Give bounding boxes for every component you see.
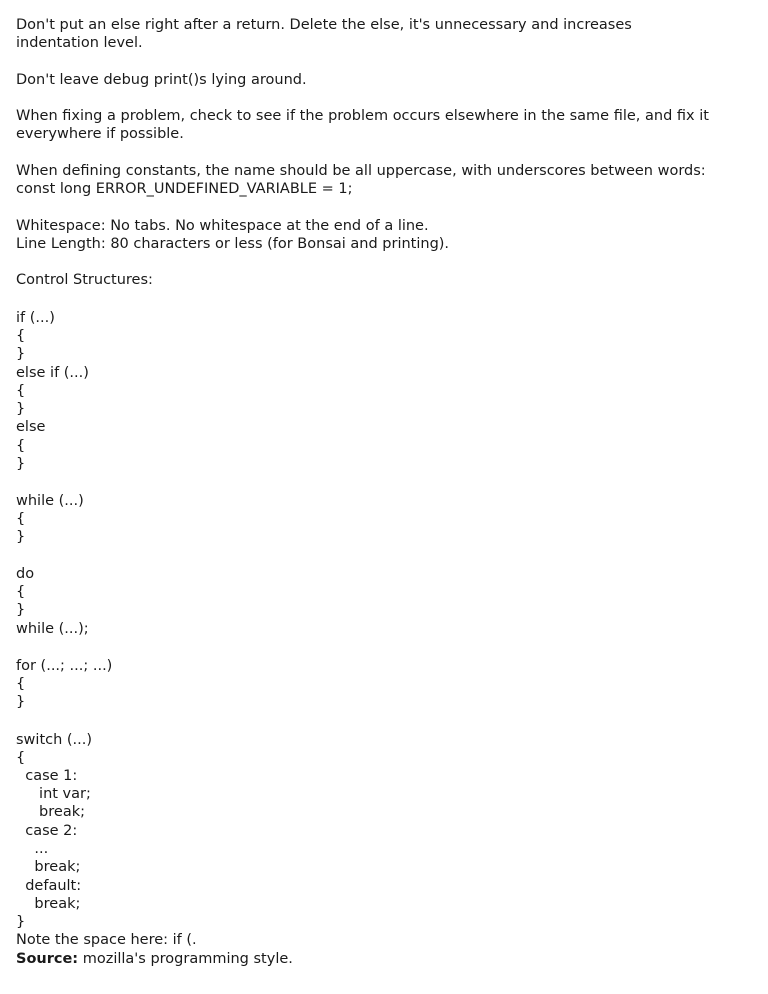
code-line: for (...; ...; ...) xyxy=(16,658,113,674)
code-line: do xyxy=(16,566,35,582)
paragraph-else-return-line2: indentation level. xyxy=(16,35,143,51)
code-line: break; xyxy=(16,804,85,820)
code-line: { xyxy=(16,584,26,600)
code-line: { xyxy=(16,438,26,454)
code-line: { xyxy=(16,511,26,527)
paragraph-fixing-line1: When fixing a problem, check to see if the problem occurs elsewhere in the same file, and fix it xyxy=(16,108,709,124)
source-label: Source: xyxy=(16,951,79,967)
code-line: { xyxy=(16,328,26,344)
code-line: { xyxy=(16,676,26,692)
control-structures-heading: Control Structures: xyxy=(16,272,153,288)
code-line: } xyxy=(16,914,26,930)
code-line: } xyxy=(16,346,26,362)
paragraph-else-return-line1: Don't put an else right after a return. Delete the else, it's unnecessary and increases xyxy=(16,17,632,33)
note-line: Note the space here: if (. xyxy=(16,932,197,948)
code-line: default: xyxy=(16,878,82,894)
code-line: ... xyxy=(16,841,49,857)
source-line xyxy=(16,950,293,968)
code-line: if (...) xyxy=(16,310,55,326)
code-line: break; xyxy=(16,859,81,875)
code-line: break; xyxy=(16,896,81,912)
paragraph-whitespace: Whitespace: No tabs. No whitespace at the end of a line. xyxy=(16,218,429,234)
code-line: else xyxy=(16,419,46,435)
paragraph-debug-print: Don't leave debug print()s lying around. xyxy=(16,72,307,88)
code-line: { xyxy=(16,750,26,766)
code-line: } xyxy=(16,456,26,472)
source-text: mozilla's programming style. xyxy=(78,951,293,967)
code-line: while (...) xyxy=(16,493,84,509)
code-line: else if (...) xyxy=(16,365,89,381)
code-line: while (...); xyxy=(16,621,89,637)
code-line: int var; xyxy=(16,786,91,802)
code-line: } xyxy=(16,529,26,545)
paragraph-constants-line1: When defining constants, the name should be all uppercase, with underscores between words: xyxy=(16,163,706,179)
code-line: case 2: xyxy=(16,823,78,839)
paragraph-fixing-line2: everywhere if possible. xyxy=(16,126,184,142)
code-line: } xyxy=(16,602,26,618)
code-line: } xyxy=(16,694,26,710)
code-line: case 1: xyxy=(16,768,78,784)
paragraph-constants-line2: const long ERROR_UNDEFINED_VARIABLE = 1; xyxy=(16,181,353,197)
code-line: { xyxy=(16,383,26,399)
code-line: switch (...) xyxy=(16,732,93,748)
code-line: } xyxy=(16,401,26,417)
paragraph-line-length: Line Length: 80 characters or less (for Bonsai and printing). xyxy=(16,236,450,252)
